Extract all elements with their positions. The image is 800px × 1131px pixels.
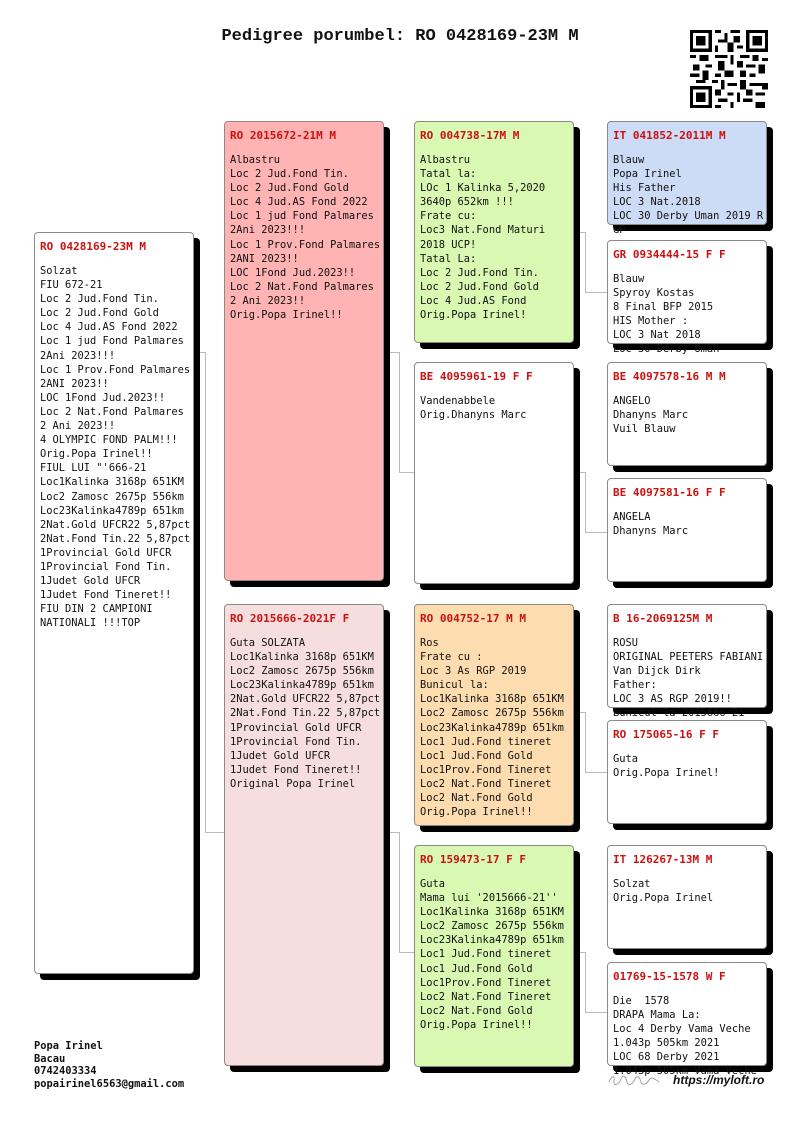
owner-contact [34,1040,184,1090]
pigeon-details: ANGELO Dhanyns Marc Vuil Blauw [613,395,689,436]
ring-number: RO 004738-17M M [420,129,520,142]
connector-line [585,292,607,293]
pigeon-details: Guta Mama lui '2015666-21'' Loc1Kalinka 3168p 651KM Loc2 Zamosc 2675p 556km Loc23Kalinka4789p 651km Loc1 Jud.Fond tineret Loc1 Jud.Fond Gold Loc1Prov.Fond Tineret Loc2 Nat.Fond Tineret Loc2 Nat.Fond Gold Orig.Popa Irinel!! [420,878,564,1031]
great-grandparent-card-1 [607,121,767,237]
connector-line [585,772,607,773]
connector-line [399,832,400,952]
ring-number: RO 2015666-2021F F [230,612,350,625]
dam-card [224,604,384,1066]
sire-sire-card [414,121,574,343]
pigeon-details: ROSU ORIGINAL PEETERS FABIANI Van Dijck Dirk Father: LOC 3 AS RGP 2019!! Bunicul la 2015666-21 [613,637,764,720]
connector-line [384,352,400,353]
ring-number: RO 0428169-23M M [40,240,146,253]
great-grandparent-card-7 [607,845,767,949]
subject-pigeon-card [34,232,194,974]
signature-icon [607,1073,661,1087]
great-grandparent-card-5 [607,604,767,720]
great-grandparent-card-2 [607,240,767,356]
pigeon-details: Ros Frate cu : Loc 3 As RGP 2019 Bunicul la: Loc1Kalinka 3168p 651KM Loc2 Zamosc 2675p 556km Loc23Kalinka4789p 651km Loc1 Jud.Fond tineret Loc1 Jud.Fond Gold Loc1Prov.Fond Tineret Loc2 Nat.Fond Tineret Loc2 Nat.Fond Gold Orig.Popa Irinel!! [420,637,564,819]
connector-line [585,1012,607,1013]
qr-code-icon [690,30,768,108]
ring-number: 01769-15-1578 W F [613,970,726,983]
owner-email[interactable]: popairinel6563@gmail.com [34,1077,185,1090]
ring-number: RO 175065-16 F F [613,728,719,741]
pigeon-details: Blauw Popa Irinel His Father LOC 3 Nat.2018 LOC 30 Derby Uman 2019 R GP [613,154,764,237]
ring-number: BE 4097578-16 M M [613,370,726,383]
ring-number: GR 0934444-15 F F [613,248,726,261]
pigeon-details: ANGELA Dhanyns Marc [613,511,689,538]
connector-line [585,952,586,1012]
pigeon-details: Solzat FIU 672-21 Loc 2 Jud.Fond Tin. Loc 2 Jud.Fond Gold Loc 4 Jud.AS Fond 2022 Loc 1 jud Fond Palmares 2Ani 2023!!! Loc 1 Prov.Fond Palmares 2ANI 2023!! LOC 1Fond Jud.2023!! Loc 2 Nat.Fond Palmares 2 Ani 2023!! 4 OLYMPIC FOND PALM!!! Orig.Popa Irinel!! FIUL LUI "'666-21 Loc1Kalinka 3168p 651KM Loc2 Zamosc 2675p 556km Loc23Kalinka4789p 651km 2Nat.Gold UFCR22 5,87pct 2Nat.Fond Tin.22 5,87pct 1Provincial Gold UFCR 1Provincial Fond Tin. 1Judet Gold UFCR 1Judet Fond Tineret!! FIU DIN 2 CAMPIONI NATIONALI !!!TOP [40,265,191,630]
connector-line [585,472,586,532]
ring-number: RO 2015672-21M M [230,129,336,142]
ring-number: BE 4097581-16 F F [613,486,726,499]
pigeon-details: Blauw Spyroy Kostas 8 Final BFP 2015 HIS Mother : LOC 3 Nat 2018 Loc 30 Derby Uman [613,273,720,356]
connector-line [585,712,586,772]
owner-city: Bacau [34,1052,66,1065]
connector-line [205,352,206,832]
great-grandparent-card-3 [607,362,767,466]
connector-line [384,832,400,833]
connector-line [205,832,224,833]
ring-number: IT 041852-2011M M [613,129,726,142]
ring-number: BE 4095961-19 F F [420,370,533,383]
sire-dam-card [414,362,574,584]
great-grandparent-card-8 [607,962,767,1078]
connector-line [399,472,414,473]
pigeon-details: Vandenabbele Orig.Dhanyns Marc [420,395,527,422]
pigeon-details: Albastru Tatal la: LOc 1 Kalinka 5,2020 3640p 652km !!! Frate cu: Loc3 Nat.Fond Maturi 2018 UCP! Tatal La: Loc 2 Jud.Fond Tin. Loc 2 Jud.Fond Gold Loc 4 Jud.AS Fond Orig.Popa Irinel! [420,154,546,322]
pigeon-details: Albastru Loc 2 Jud.Fond Tin. Loc 2 Jud.Fond Gold Loc 4 Jud.AS Fond 2022 Loc 1 jud Fond Palmares 2Ani 2023!!! Loc 1 Prov.Fond Palmares 2ANI 2023!! LOC 1Fond Jud.2023!! Loc 2 Nat.Fond Palmares 2 Ani 2023!! Orig.Popa Irinel!! [230,154,381,322]
dam-dam-card [414,845,574,1067]
page-title: Pedigree porumbel: RO 0428169-23M M [221,27,579,46]
ring-number: IT 126267-13M M [613,853,713,866]
connector-line [399,352,400,472]
sire-card [224,121,384,581]
pigeon-details: Guta Orig.Popa Irinel! [613,753,720,780]
connector-line [585,232,586,292]
pigeon-details: Guta SOLZATA Loc1Kalinka 3168p 651KM Loc2 Zamosc 2675p 556km Loc23Kalinka4789p 651km 2Nat.Gold UFCR22 5,87pct 2Nat.Fond Tin.22 5,87pct 1Provincial Gold UFCR 1Provincial Fond Tin. 1Judet Gold UFCR 1Judet Fond Tineret!! Original Popa Irinel [230,637,381,790]
connector-line [585,532,607,533]
ring-number: RO 159473-17 F F [420,853,526,866]
dam-sire-card [414,604,574,826]
ring-number: RO 004752-17 M M [420,612,526,625]
great-grandparent-card-4 [607,478,767,582]
pigeon-details: Solzat Orig.Popa Irinel [613,878,714,905]
connector-line [399,952,414,953]
owner-name: Popa Irinel [34,1040,103,1052]
pigeon-details: Die 1578 DRAPA Mama La: Loc 4 Derby Vama Veche 1.043p 505km 2021 LOC 68 Derby 2021 1.043p 505km Vama Veche [613,995,757,1078]
great-grandparent-card-6 [607,720,767,824]
ring-number: B 16-2069125M M [613,612,713,625]
website-link[interactable]: https://myloft.ro [673,1073,765,1087]
owner-phone: 0742403334 [34,1065,97,1077]
